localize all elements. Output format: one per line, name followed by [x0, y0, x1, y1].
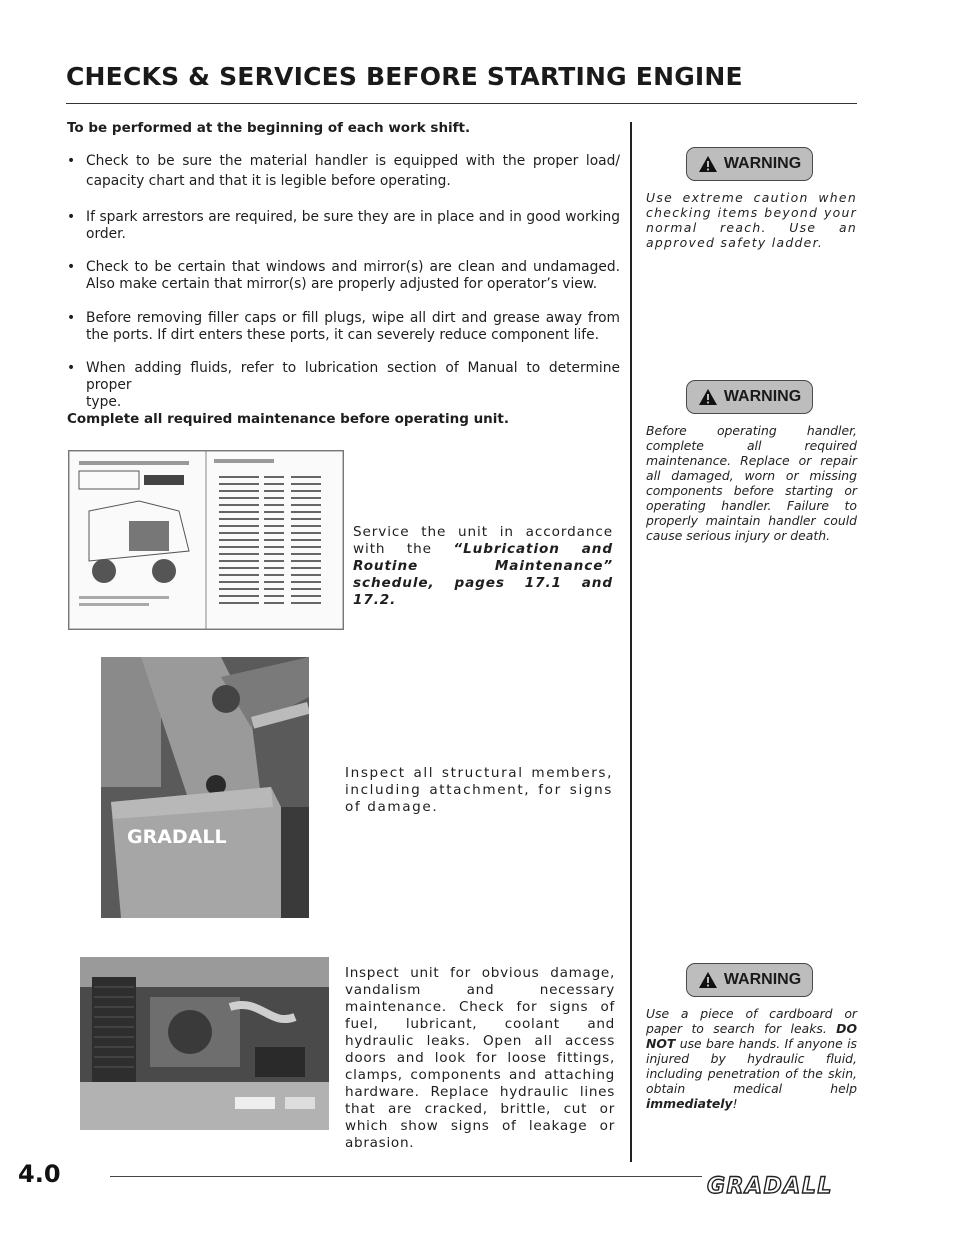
bullet-line: Before removing filler caps or fill plugs, wipe all dirt and grease away from	[86, 310, 620, 326]
list-item	[67, 360, 620, 411]
bullet-line: Check to be certain that windows and mirror(s) are clean and undamaged.	[86, 259, 620, 275]
do-not-emphasis: DO NOT	[646, 1021, 857, 1051]
bullet-icon: •	[67, 360, 76, 376]
gradall-logo	[706, 1170, 858, 1198]
warning-text-part: Use a piece of cardboard or paper to search for leaks.	[646, 1006, 857, 1036]
manual-pages-illustration	[69, 451, 343, 629]
list-item	[67, 153, 620, 190]
manual-pages-image	[68, 450, 344, 630]
bullet-line: Also make certain that mirror(s) are properly adjusted for operator’s view.	[86, 276, 598, 292]
maintenance-note: Complete all required maintenance before operating unit.	[67, 411, 510, 427]
bullet-line: type.	[86, 394, 122, 410]
gradall-decal: GRADALL	[127, 826, 227, 848]
bullet-icon: •	[67, 209, 76, 225]
warning-triangle-icon	[698, 971, 718, 989]
warning-text-part: !	[732, 1096, 738, 1111]
service-instruction	[353, 524, 613, 609]
boom-structure-photo	[101, 657, 309, 918]
bullet-line: Check to be sure the material handler is equipped with the proper load/	[86, 153, 620, 169]
service-lead: Service the unit in accordance with the	[353, 524, 613, 557]
warning-label: WARNING	[723, 971, 802, 988]
warning-text	[646, 1006, 857, 1111]
engine-compartment-photo	[80, 957, 329, 1130]
bullet-icon: •	[67, 153, 76, 169]
bullet-line: When adding fluids, refer to lubrication section of Manual to determine proper	[86, 360, 620, 393]
warning-badge	[686, 963, 813, 997]
warning-text-part: use bare hands. If anyone is injured by hydraulic fluid, including penetration of the skin, obtain medical help	[646, 1036, 857, 1096]
unit-inspection-text: Inspect unit for obvious damage, vandalism and necessary maintenance. Check for signs of fuel, lubricant, coolant and hydraulic leaks. Open all access doors and look for loose fittings, clamps, components and attaching hardware. Replace hydraulic lines that are cracked, brittle, cut or which show signs of leakage or abrasion.	[345, 965, 615, 1151]
list-item	[67, 209, 620, 243]
warning-label: WARNING	[723, 155, 802, 172]
bullet-line: If spark arrestors are required, be sure they are in place and in good working	[86, 209, 620, 225]
schedule-reference: “Lubrication and Routine Maintenance” schedule, pages 17.1 and 17.2.	[353, 541, 613, 608]
shift-note: To be performed at the beginning of each work shift.	[67, 120, 471, 136]
bullet-icon: •	[67, 259, 76, 275]
warning-triangle-icon	[698, 155, 718, 173]
title-rule	[66, 103, 857, 104]
page-title: CHECKS & SERVICES BEFORE STARTING ENGINE	[66, 62, 743, 91]
warning-text: Before operating handler, complete all required maintenance. Replace or repair all damaged, worn or missing components before starting or operating handler. Failure to properly maintain handler could cause serious injury or death.	[646, 423, 857, 543]
warning-triangle-icon	[698, 388, 718, 406]
list-item	[67, 310, 620, 344]
warning-text: Use extreme caution when checking items beyond your normal reach. Use an approved safety ladder.	[646, 190, 857, 250]
warning-badge	[686, 380, 813, 414]
warning-badge	[686, 147, 813, 181]
list-item	[67, 259, 620, 293]
bullet-icon: •	[67, 310, 76, 326]
immediately-emphasis: immediately	[646, 1096, 733, 1111]
column-divider	[630, 122, 632, 1162]
bullet-line: the ports. If dirt enters these ports, it can severely reduce component life.	[86, 327, 599, 343]
structural-inspection-text: Inspect all structural members, including attachment, for signs of damage.	[345, 765, 613, 815]
bullet-line: capacity chart and that it is legible before operating.	[86, 173, 451, 189]
warning-label: WARNING	[723, 388, 802, 405]
bullet-line: order.	[86, 226, 126, 242]
page-number: 4.0	[18, 1160, 61, 1188]
logo-wordmark: GRADALL	[707, 1174, 833, 1198]
footer-rule	[110, 1176, 702, 1177]
